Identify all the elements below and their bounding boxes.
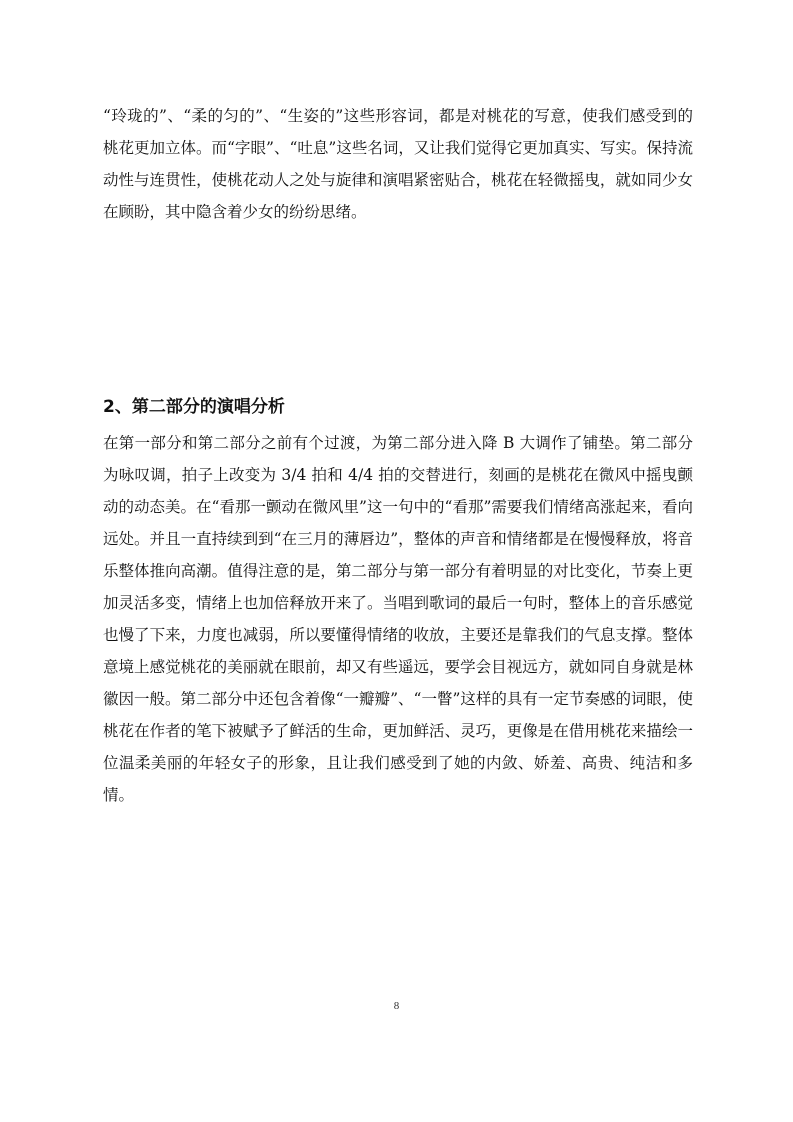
page-number: 8 bbox=[393, 1000, 400, 1012]
body-paragraph-2: 在第一部分和第二部分之前有个过渡，为第二部分进入降 B 大调作了铺垫。第二部分为咏叹调，拍子上改变为 3/4 拍和 4/4 拍的交替进行，刻画的是桃花在微风中摇曳颤动的动态美。在“看那一颤动在微风里”这一句中的“看那”需要我们情绪高涨起来，看向远处。并且一直持续到到“在三月的薄唇边”，整体的声音和情绪都是在慢慢释放，将音乐整体推向高潮。值得注意的是，第二部分与第一部分有着明显的对比变化，节奏上更加灵活多变，情绪上也加倍释放开来了。当唱到歌词的最后一句时，整体上的音乐感觉也慢了下来，力度也减弱，所以要懂得情绪的收放，主要还是靠我们的气息支撑。整体意境上感觉桃花的美丽就在眼前，却又有些遥远，要学会目视远方，就如同自身就是林徽因一般。第二部分中还包含着像“一瓣瓣”、“一瞥”这样的具有一定节奏感的词眼，使桃花在作者的笔下被赋予了鲜活的生命，更加鲜活、灵巧，更像是在借用桃花来描绘一位温柔美丽的年轻女子的形象，且让我们感受到了她的内敛、娇羞、高贵、纯洁和多情。 bbox=[103, 434, 693, 804]
section-heading: 2、第二部分的演唱分析 bbox=[103, 397, 285, 417]
body-paragraph-1: “玲珑的”、“柔的匀的”、“生姿的”这些形容词，都是对桃花的写意，使我们感受到的桃花更加立体。而“字眼”、“吐息”这些名词，又让我们觉得它更加真实、写实。保持流动性与连贯性，使桃花动人之处与旋律和演唱紧密贴合，桃花在轻微摇曳，就如同少女在顾盼，其中隐含着少女的纷纷思绪。 bbox=[103, 107, 693, 221]
